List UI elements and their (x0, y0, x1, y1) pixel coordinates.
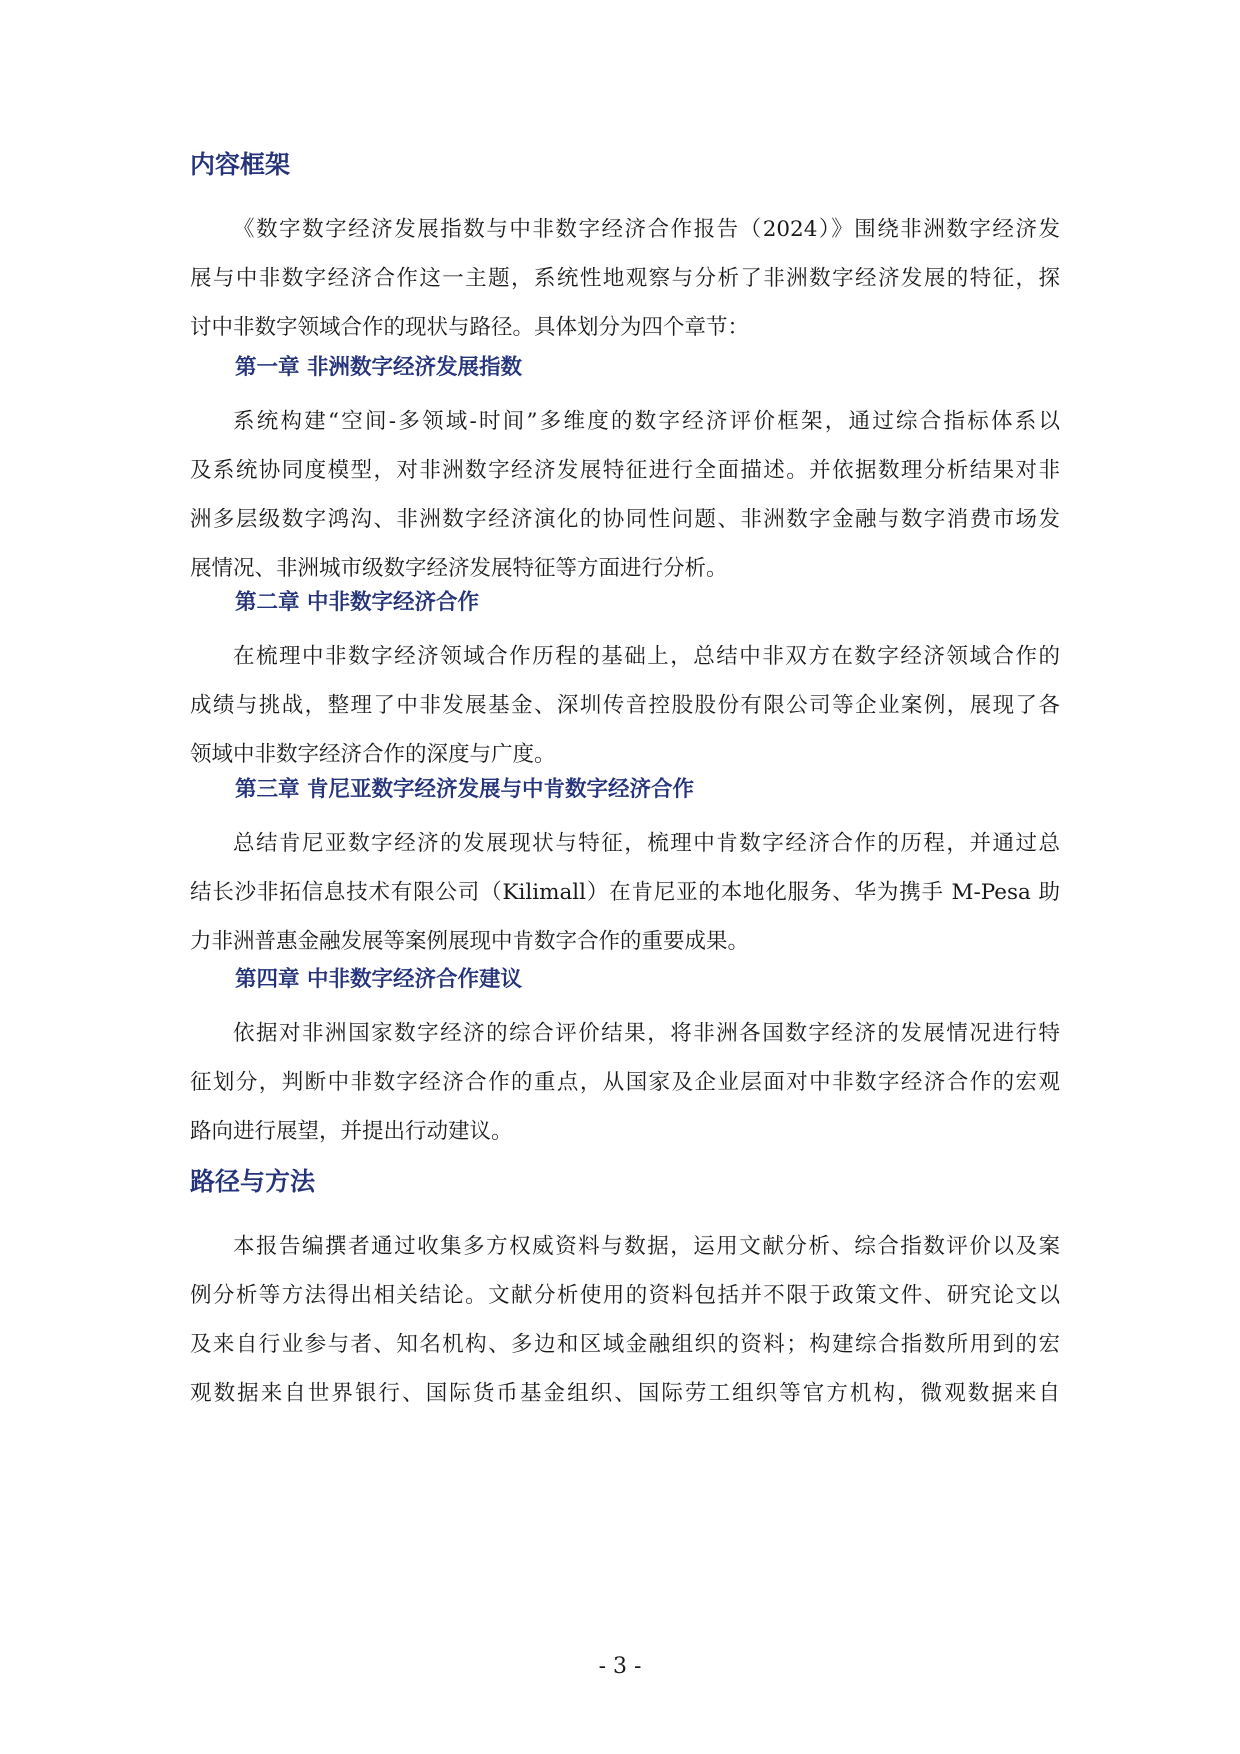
chapter-3-paragraph (190, 819, 1060, 966)
section-heading-content-framework: 内容框架 (190, 150, 291, 179)
page-number: - 3 - (598, 1654, 642, 1679)
method-paragraph (190, 1222, 1060, 1418)
chapter-4-heading: 第四章 中非数字经济合作建议 (235, 967, 522, 992)
paragraph-line: 展与中非数字经济合作这一主题，系统性地观察与分析了非洲数字经济发展的特征，探 (190, 266, 1060, 291)
paragraph-line: 《数字数字经济发展指数与中非数字经济合作报告（2024）》围绕非洲数字经济发 (233, 217, 1060, 242)
paragraph-line: 依据对非洲国家数字经济的综合评价结果，将非洲各国数字经济的发展情况进行特 (233, 1021, 1060, 1046)
paragraph-line: 及系统协同度模型，对非洲数字经济发展特征进行全面描述。并依据数理分析结果对非 (190, 458, 1060, 483)
paragraph-line: 洲多层级数字鸿沟、非洲数字经济演化的协同性问题、非洲数字金融与数字消费市场发 (190, 507, 1060, 532)
chapter-4-paragraph (190, 1009, 1060, 1156)
paragraph-line: 讨中非数字领域合作的现状与路径。具体划分为四个章节： (190, 315, 750, 340)
paragraph-line: 例分析等方法得出相关结论。文献分析使用的资料包括并不限于政策文件、研究论文以 (190, 1283, 1060, 1308)
paragraph-line: 本报告编撰者通过收集多方权威资料与数据，运用文献分析、综合指数评价以及案 (233, 1234, 1060, 1259)
paragraph-line: 领域中非数字经济合作的深度与广度。 (190, 742, 556, 767)
chapter-1-heading: 第一章 非洲数字经济发展指数 (235, 355, 522, 380)
intro-paragraph (190, 205, 1060, 352)
chapter-2-heading: 第二章 中非数字经济合作 (235, 590, 479, 615)
paragraph-line: 在梳理中非数字经济领域合作历程的基础上，总结中非双方在数字经济领域合作的 (233, 644, 1060, 669)
paragraph-line: 总结肯尼亚数字经济的发展现状与特征，梳理中肯数字经济合作的历程，并通过总 (233, 831, 1060, 856)
paragraph-line: 及来自行业参与者、知名机构、多边和区域金融组织的资料；构建综合指数所用到的宏 (190, 1332, 1060, 1357)
paragraph-line: 力非洲普惠金融发展等案例展现中肯数字合作的重要成果。 (190, 929, 750, 954)
paragraph-line: 观数据来自世界银行、国际货币基金组织、国际劳工组织等官方机构，微观数据来自 (190, 1381, 1060, 1406)
paragraph-line: 路向进行展望，并提出行动建议。 (190, 1119, 513, 1144)
paragraph-line: 展情况、非洲城市级数字经济发展特征等方面进行分析。 (190, 556, 728, 581)
paragraph-line: 成绩与挑战，整理了中非发展基金、深圳传音控股股份有限公司等企业案例，展现了各 (190, 693, 1060, 718)
chapter-3-heading: 第三章 肯尼亚数字经济发展与中肯数字经济合作 (235, 777, 694, 802)
paragraph-line: 结长沙非拓信息技术有限公司（Kilimall）在肯尼亚的本地化服务、华为携手 M-Pesa 助 (190, 880, 1060, 905)
chapter-1-paragraph (190, 397, 1060, 593)
paragraph-line: 系统构建“空间-多领域-时间”多维度的数字经济评价框架，通过综合指标体系以 (233, 409, 1060, 434)
section-heading-path-and-method: 路径与方法 (190, 1167, 316, 1196)
paragraph-line: 征划分，判断中非数字经济合作的重点，从国家及企业层面对中非数字经济合作的宏观 (190, 1070, 1060, 1095)
chapter-2-paragraph (190, 632, 1060, 779)
